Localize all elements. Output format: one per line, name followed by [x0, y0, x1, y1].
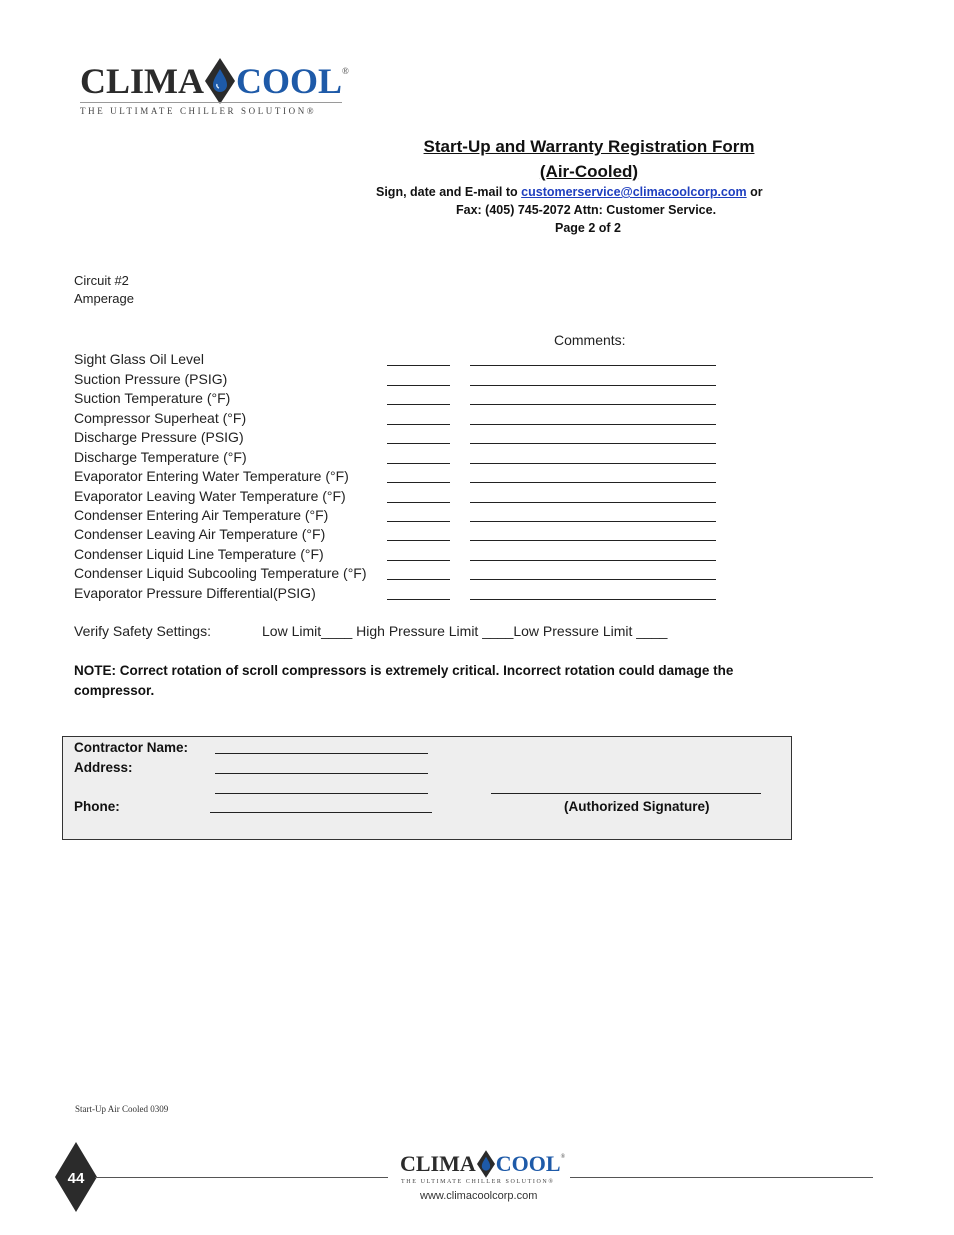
- comment-blank[interactable]: [470, 482, 716, 483]
- comment-blank[interactable]: [470, 424, 716, 425]
- footer-rule-left: [95, 1177, 388, 1178]
- comment-blank[interactable]: [470, 404, 716, 405]
- document-code: Start-Up Air Cooled 0309: [75, 1104, 169, 1114]
- registered-mark: ®: [342, 66, 349, 76]
- comment-blank[interactable]: [470, 540, 716, 541]
- value-blank[interactable]: [387, 385, 450, 386]
- footer-logo: [400, 1150, 565, 1178]
- value-blank[interactable]: [387, 579, 450, 580]
- address-label: Address:: [74, 760, 133, 775]
- value-blank[interactable]: [387, 482, 450, 483]
- row-label: Evaporator Entering Water Temperature (°F): [74, 468, 349, 484]
- row-label: Condenser Leaving Air Temperature (°F): [74, 526, 326, 542]
- footer-logo-word-clima: CLIMA: [400, 1151, 476, 1176]
- footer-logo-tagline: THE ULTIMATE CHILLER SOLUTION®: [401, 1179, 555, 1185]
- safety-label: Verify Safety Settings:: [74, 623, 211, 639]
- page-number: 44: [67, 1170, 85, 1187]
- comment-blank[interactable]: [470, 560, 716, 561]
- footer-rule-right: [570, 1177, 873, 1178]
- comment-blank[interactable]: [470, 521, 716, 522]
- logo-rule: [80, 102, 342, 103]
- row-label: Evaporator Leaving Water Temperature (°F): [74, 488, 346, 504]
- comments-label: Comments:: [554, 332, 626, 348]
- contractor-name-field[interactable]: [215, 753, 428, 754]
- rotation-note: NOTE: Correct rotation of scroll compressors is extremely critical. Incorrect rotation could damage the compressor.: [74, 663, 734, 698]
- form-title: Start-Up and Warranty Registration Form: [423, 137, 755, 156]
- value-blank[interactable]: [387, 365, 450, 366]
- row-label: Suction Temperature (°F): [74, 390, 231, 406]
- circuit-label: Circuit #2: [74, 273, 129, 288]
- row-label: Discharge Temperature (°F): [74, 449, 247, 465]
- comment-blank[interactable]: [470, 463, 716, 464]
- row-label: Suction Pressure (PSIG): [74, 371, 228, 387]
- row-label: Condenser Liquid Subcooling Temperature (°F): [74, 565, 367, 581]
- value-blank[interactable]: [387, 540, 450, 541]
- footer-logo-word-cool: COOL: [495, 1151, 561, 1176]
- signature-label: (Authorized Signature): [564, 799, 710, 814]
- sign-instructions: [376, 185, 763, 199]
- row-label: Condenser Entering Air Temperature (°F): [74, 507, 329, 523]
- form-subtitle: (Air-Cooled): [539, 162, 639, 181]
- row-label: Discharge Pressure (PSIG): [74, 429, 244, 445]
- website-link[interactable]: www.climacoolcorp.com: [420, 1190, 538, 1202]
- sign-suffix: or: [746, 185, 763, 199]
- footer-registered-mark: ®: [560, 1154, 566, 1160]
- logo-tagline: THE ULTIMATE CHILLER SOLUTION®: [80, 106, 317, 116]
- comment-blank[interactable]: [470, 579, 716, 580]
- safety-settings: Low Limit____ High Pressure Limit ____Low Pressure Limit ____: [262, 623, 668, 639]
- address-field-line1[interactable]: [215, 773, 428, 774]
- sign-prefix: Sign, date and E-mail to: [376, 185, 522, 199]
- comment-blank[interactable]: [470, 365, 716, 366]
- comment-blank[interactable]: [470, 443, 716, 444]
- comment-blank[interactable]: [470, 599, 716, 600]
- value-blank[interactable]: [387, 502, 450, 503]
- amperage-label: Amperage: [74, 291, 134, 306]
- contractor-name-label: Contractor Name:: [74, 740, 189, 755]
- address-field-line2[interactable]: [215, 793, 428, 794]
- row-label: Sight Glass Oil Level: [74, 351, 204, 367]
- row-label: Compressor Superheat (°F): [74, 410, 247, 426]
- value-blank[interactable]: [387, 560, 450, 561]
- value-blank[interactable]: [387, 463, 450, 464]
- fax-info: Fax: (405) 745-2072 Attn: Customer Service.: [456, 203, 717, 217]
- value-blank[interactable]: [387, 404, 450, 405]
- phone-label: Phone:: [74, 799, 120, 814]
- footer-water-drop-icon: [477, 1150, 495, 1178]
- water-drop-icon: [205, 58, 235, 104]
- logo-word-cool: COOL: [236, 61, 343, 101]
- value-blank[interactable]: [387, 599, 450, 600]
- row-label: Evaporator Pressure Differential(PSIG): [74, 585, 316, 601]
- brand-logo: [80, 58, 349, 104]
- signature-field[interactable]: [491, 793, 761, 794]
- email-link[interactable]: customerservice@climacoolcorp.com: [521, 185, 747, 199]
- logo-word-clima: CLIMA: [80, 61, 204, 101]
- page-indicator: Page 2 of 2: [555, 221, 621, 235]
- value-blank[interactable]: [387, 521, 450, 522]
- value-blank[interactable]: [387, 424, 450, 425]
- value-blank[interactable]: [387, 443, 450, 444]
- phone-field[interactable]: [210, 812, 432, 813]
- comment-blank[interactable]: [470, 502, 716, 503]
- comment-blank[interactable]: [470, 385, 716, 386]
- row-label: Condenser Liquid Line Temperature (°F): [74, 546, 324, 562]
